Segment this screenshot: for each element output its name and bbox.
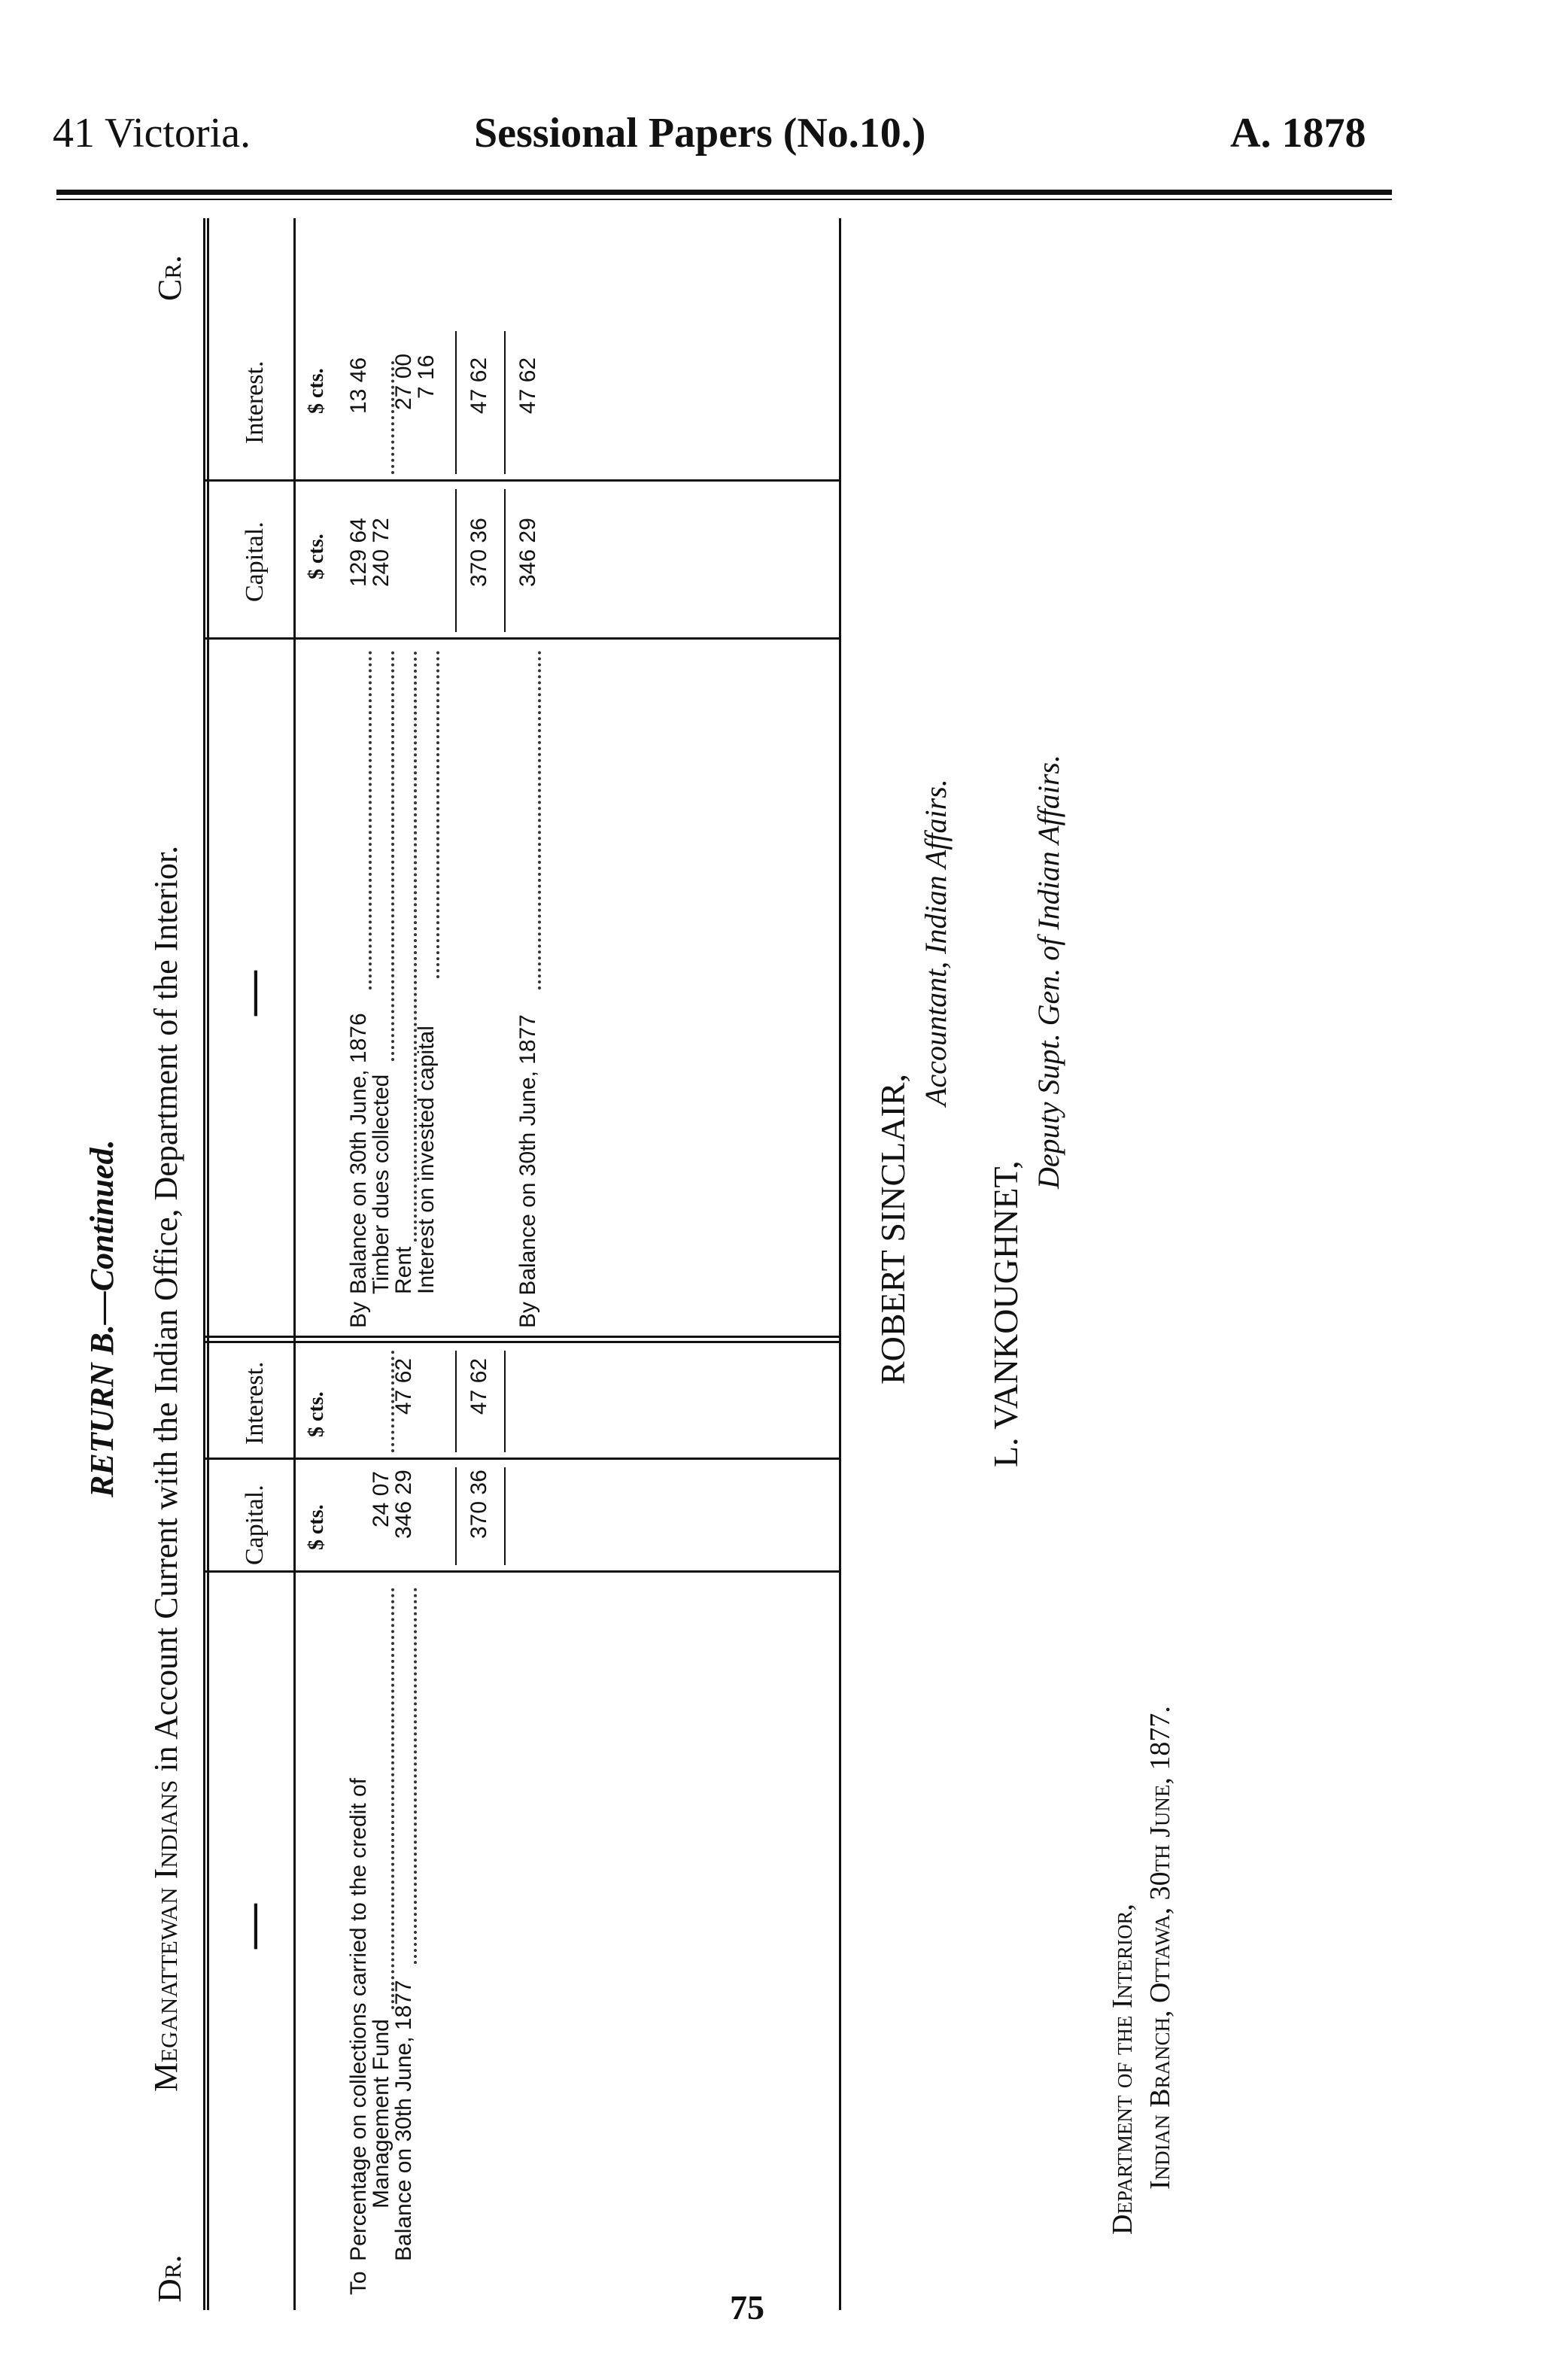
- credit-row-1-capital: 129 64: [346, 518, 371, 587]
- debit-total-capital: 370 36: [466, 1470, 491, 1539]
- credit-interest-col-rule: [203, 479, 839, 482]
- account-title: [147, 846, 185, 2092]
- credit-row-4-text: Interest on invested capital: [414, 1026, 439, 1294]
- debit-row-2-text: Management Fund: [369, 2019, 394, 2208]
- debit-capital-unit: $ cts.: [305, 1504, 328, 1550]
- header-sessional-papers: Sessional Papers (No.10.): [474, 110, 926, 157]
- table-top-rule-2: [207, 218, 209, 2310]
- debit-dash-header: —: [226, 1904, 276, 1949]
- header-rule-thin: [56, 199, 1392, 200]
- credit-closing-capital: 346 29: [515, 518, 540, 587]
- debit-interest-total-rule-2: [504, 1351, 506, 1452]
- department-line-2: Indian Branch, Ottawa, 30th June, 1877.: [1144, 1706, 1176, 2190]
- credit-capital-unit: $ cts.: [305, 533, 328, 579]
- debit-total-interest: 47 62: [466, 1357, 491, 1415]
- credit-row-2-leader: [391, 651, 394, 1061]
- credit-interest-header: Interest.: [241, 360, 269, 444]
- return-title: RETURN B.—Continued.: [84, 1139, 120, 1497]
- debit-label: Dr.: [151, 2254, 188, 2303]
- debit-row-2-capital: 24 07: [369, 1470, 394, 1527]
- debit-row-3-interest: 47 62: [391, 1357, 416, 1415]
- credit-label: Cr.: [151, 254, 188, 301]
- credit-interest-total-rule-2: [504, 331, 506, 474]
- credit-capital-total-rule: [455, 489, 457, 632]
- debit-interest-unit: $ cts.: [305, 1391, 328, 1437]
- credit-row-3-interest: 27 00: [391, 353, 416, 410]
- credit-capital-col-rule: [203, 637, 839, 640]
- debit-credit-divider: [203, 1341, 839, 1343]
- page-number: 75: [730, 2288, 764, 2327]
- signature-1-name: ROBERT SINCLAIR,: [874, 1074, 912, 1385]
- credit-closing-leader: [538, 651, 541, 989]
- credit-total-interest: 47 62: [466, 357, 491, 414]
- debit-row-2-leader: [391, 1588, 394, 2009]
- table-header-rule: [293, 218, 296, 2310]
- credit-interest-unit: $ cts.: [305, 368, 328, 414]
- department-line-1: Department of the Interior,: [1107, 1904, 1138, 2235]
- debit-row-3-capital: 346 29: [391, 1470, 416, 1539]
- debit-credit-divider-2: [203, 1336, 839, 1338]
- rotated-account-page: [45, 211, 1415, 2340]
- signature-1-title: Accountant, Indian Affairs.: [919, 779, 953, 1106]
- credit-row-2-text: Timber dues collected: [369, 1074, 394, 1294]
- credit-prefix: By: [346, 1301, 371, 1328]
- credit-row-2-capital: 240 72: [369, 518, 394, 587]
- credit-row-1-text: Balance on 30th June, 1876: [346, 1013, 371, 1294]
- header-rule-thick: [56, 190, 1392, 195]
- credit-interest-total-rule: [455, 331, 457, 474]
- debit-capital-total-rule-2: [504, 1467, 506, 1565]
- credit-row-4-leader: [436, 651, 439, 978]
- credit-total-capital: 370 36: [466, 518, 491, 587]
- debit-row-1-text: Percentage on collections carried to the credit of: [346, 1777, 371, 2261]
- debit-row-3-text: Balance on 30th June, 1877: [391, 1980, 416, 2261]
- debit-capital-header: Capital.: [241, 1485, 269, 1565]
- signature-2-title: Deputy Supt. Gen. of Indian Affairs.: [1032, 755, 1065, 1189]
- credit-row-1-interest: 13 46: [346, 357, 371, 414]
- debit-interest-header: Interest.: [241, 1361, 269, 1445]
- account-title-rest: in Account Current with the Indian Office, Department of the Interior.: [147, 845, 184, 1772]
- credit-row-1-leader: [369, 651, 372, 989]
- credit-closing-interest: 47 62: [515, 357, 540, 414]
- credit-capital-header: Capital.: [241, 521, 269, 602]
- header-year: A. 1878: [1230, 110, 1366, 157]
- credit-row-4-interest: 7 16: [414, 354, 439, 399]
- credit-row-3-text: Rent: [391, 1246, 416, 1294]
- debit-row-3-leader: [414, 1588, 417, 1964]
- table-bottom-rule: [839, 218, 841, 2310]
- tribe-name: Meganattewan Indians: [147, 1780, 184, 2092]
- table-top-rule: [203, 218, 205, 2310]
- credit-closing-text: By Balance on 30th June, 1877: [515, 1014, 540, 1328]
- credit-dash-header: —: [226, 971, 276, 1016]
- debit-capital-col-rule: [203, 1570, 839, 1573]
- debit-prefix: To: [346, 2271, 371, 2295]
- debit-capital-total-rule: [455, 1467, 457, 1565]
- credit-capital-total-rule-2: [504, 489, 506, 632]
- debit-interest-col-rule: [203, 1458, 839, 1460]
- signature-2-name: L. VANKOUGHNET,: [986, 1160, 1025, 1467]
- header-session: 41 Victoria.: [53, 110, 251, 157]
- debit-interest-total-rule: [455, 1351, 457, 1452]
